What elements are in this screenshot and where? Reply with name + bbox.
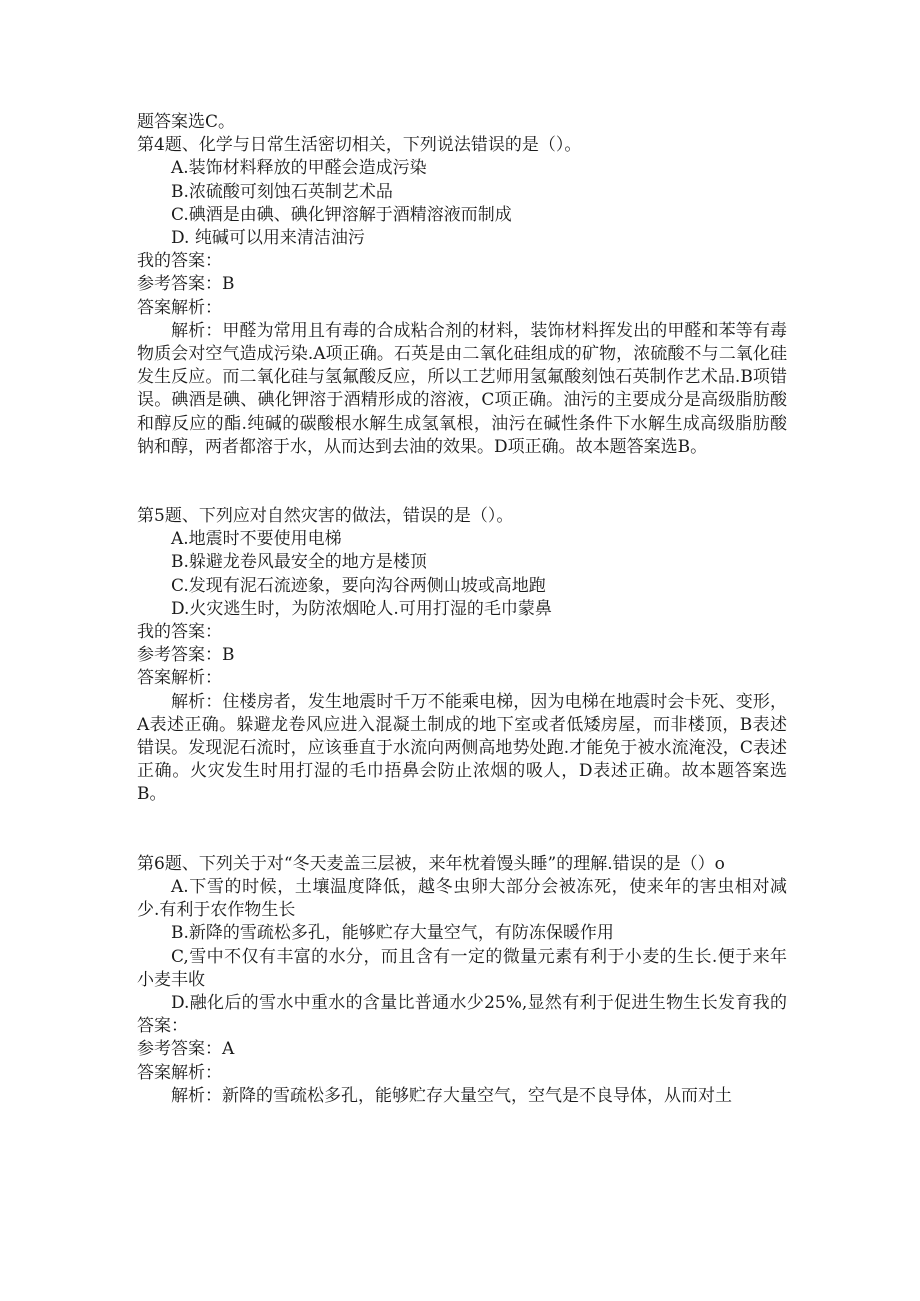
question-5-title: 第5题、下列应对自然灾害的做法，错误的是（）。 bbox=[137, 506, 514, 527]
question-5-option-b: B.躲避龙卷风最安全的地方是楼顶 bbox=[171, 552, 427, 573]
question-4-title: 第4题、化学与日常生活密切相关，下列说法错误的是（）。 bbox=[137, 135, 582, 156]
question-5-option-a: A.地震时不要使用电梯 bbox=[171, 529, 342, 550]
question-5 bbox=[137, 505, 787, 807]
spacer bbox=[137, 459, 787, 505]
question-6-option-a: A.下雪的时候，土壤温度降低，越冬虫卵大部分会被冻死，使来年的害虫相对减少.有利于农作物生长 bbox=[137, 876, 787, 921]
question-6-option-b: B.新降的雪疏松多孔，能够贮存大量空气，有防冻保暖作用 bbox=[171, 923, 614, 944]
question-6-analysis-label: 答案解析： bbox=[137, 1062, 222, 1083]
question-4-option-d: D. 纯碱可以用来清洁油污 bbox=[171, 228, 365, 249]
spacer bbox=[137, 807, 787, 853]
question-4-option-c: C.碘酒是由碘、碘化钾溶解于酒精溶液而制成 bbox=[171, 204, 512, 225]
previous-answer-tail: 题答案选C。 bbox=[137, 112, 236, 132]
question-6-reference-answer: 参考答案：A bbox=[137, 1039, 235, 1060]
document-body bbox=[137, 111, 787, 1108]
question-5-option-c: C.发现有泥石流迹象，要向沟谷两侧山坡或高地跑 bbox=[171, 575, 546, 596]
question-6-option-d: D.融化后的雪水中重水的含量比普通水少25%,显然有利于促进生物生长发育我的答案： bbox=[137, 992, 787, 1037]
question-4-analysis: 解析：甲醛为常用且有毒的合成粘合剂的材料，装饰材料挥发出的甲醛和苯等有毒物质会对空气造成污染.A项正确。石英是由二氧化硅组成的矿物，浓硫酸不与二氧化硅发生反应。而二氧化硅与氢氟酸反应，所以工艺师用氢氟酸刻蚀石英制作艺术品.B项错误。碘酒是碘、碘化钾溶于酒精形成的溶液，C项正确。油污的主要成分是高级脂肪酸和醇反应的酯.纯碱的碳酸根水解生成氢氧根，油污在碱性条件下水解生成高级脂肪酸钠和醇，两者都溶于水，从而达到去油的效果。D项正确。故本题答案选B。 bbox=[137, 320, 787, 457]
question-4-my-answer: 我的答案： bbox=[137, 251, 222, 272]
question-5-reference-answer: 参考答案：B bbox=[137, 645, 235, 666]
question-6-title: 第6题、下列关于对“冬天麦盖三层被，来年枕着馒头睡”的理解.错误的是（）o bbox=[137, 853, 725, 874]
question-5-analysis-label: 答案解析： bbox=[137, 668, 222, 689]
question-4-option-a: A.装饰材料释放的甲醛会造成污染 bbox=[171, 158, 427, 179]
question-4 bbox=[137, 134, 787, 459]
question-6-analysis: 解析：新降的雪疏松多孔，能够贮存大量空气，空气是不良导体，从而对土 bbox=[171, 1085, 732, 1106]
question-4-analysis-label: 答案解析： bbox=[137, 297, 222, 318]
question-4-reference-answer: 参考答案：B bbox=[137, 274, 235, 295]
question-5-analysis: 解析：住楼房者，发生地震时千万不能乘电梯，因为电梯在地震时会卡死、变形，A表述正确。躲避龙卷风应进入混凝土制成的地下室或者低矮房屋，而非楼顶，B表述错误。发现泥石流时，应该垂直于水流向两侧高地势处跑.才能免于被水流淹没，C表述正确。火灾发生时用打湿的毛巾捂鼻会防止浓烟的吸人，D表述正确。故本题答案选B。 bbox=[137, 691, 787, 805]
question-5-option-d: D.火灾逃生时，为防浓烟呛人.可用打湿的毛巾蒙鼻 bbox=[171, 598, 552, 619]
question-5-my-answer: 我的答案： bbox=[137, 622, 222, 643]
question-4-option-b: B.浓硫酸可刻蚀石英制艺术品 bbox=[171, 181, 393, 202]
question-6-option-c: C,雪中不仅有丰富的水分，而且含有一定的微量元素有利于小麦的生长.便于来年小麦丰收 bbox=[137, 946, 787, 990]
question-6 bbox=[137, 853, 787, 1108]
